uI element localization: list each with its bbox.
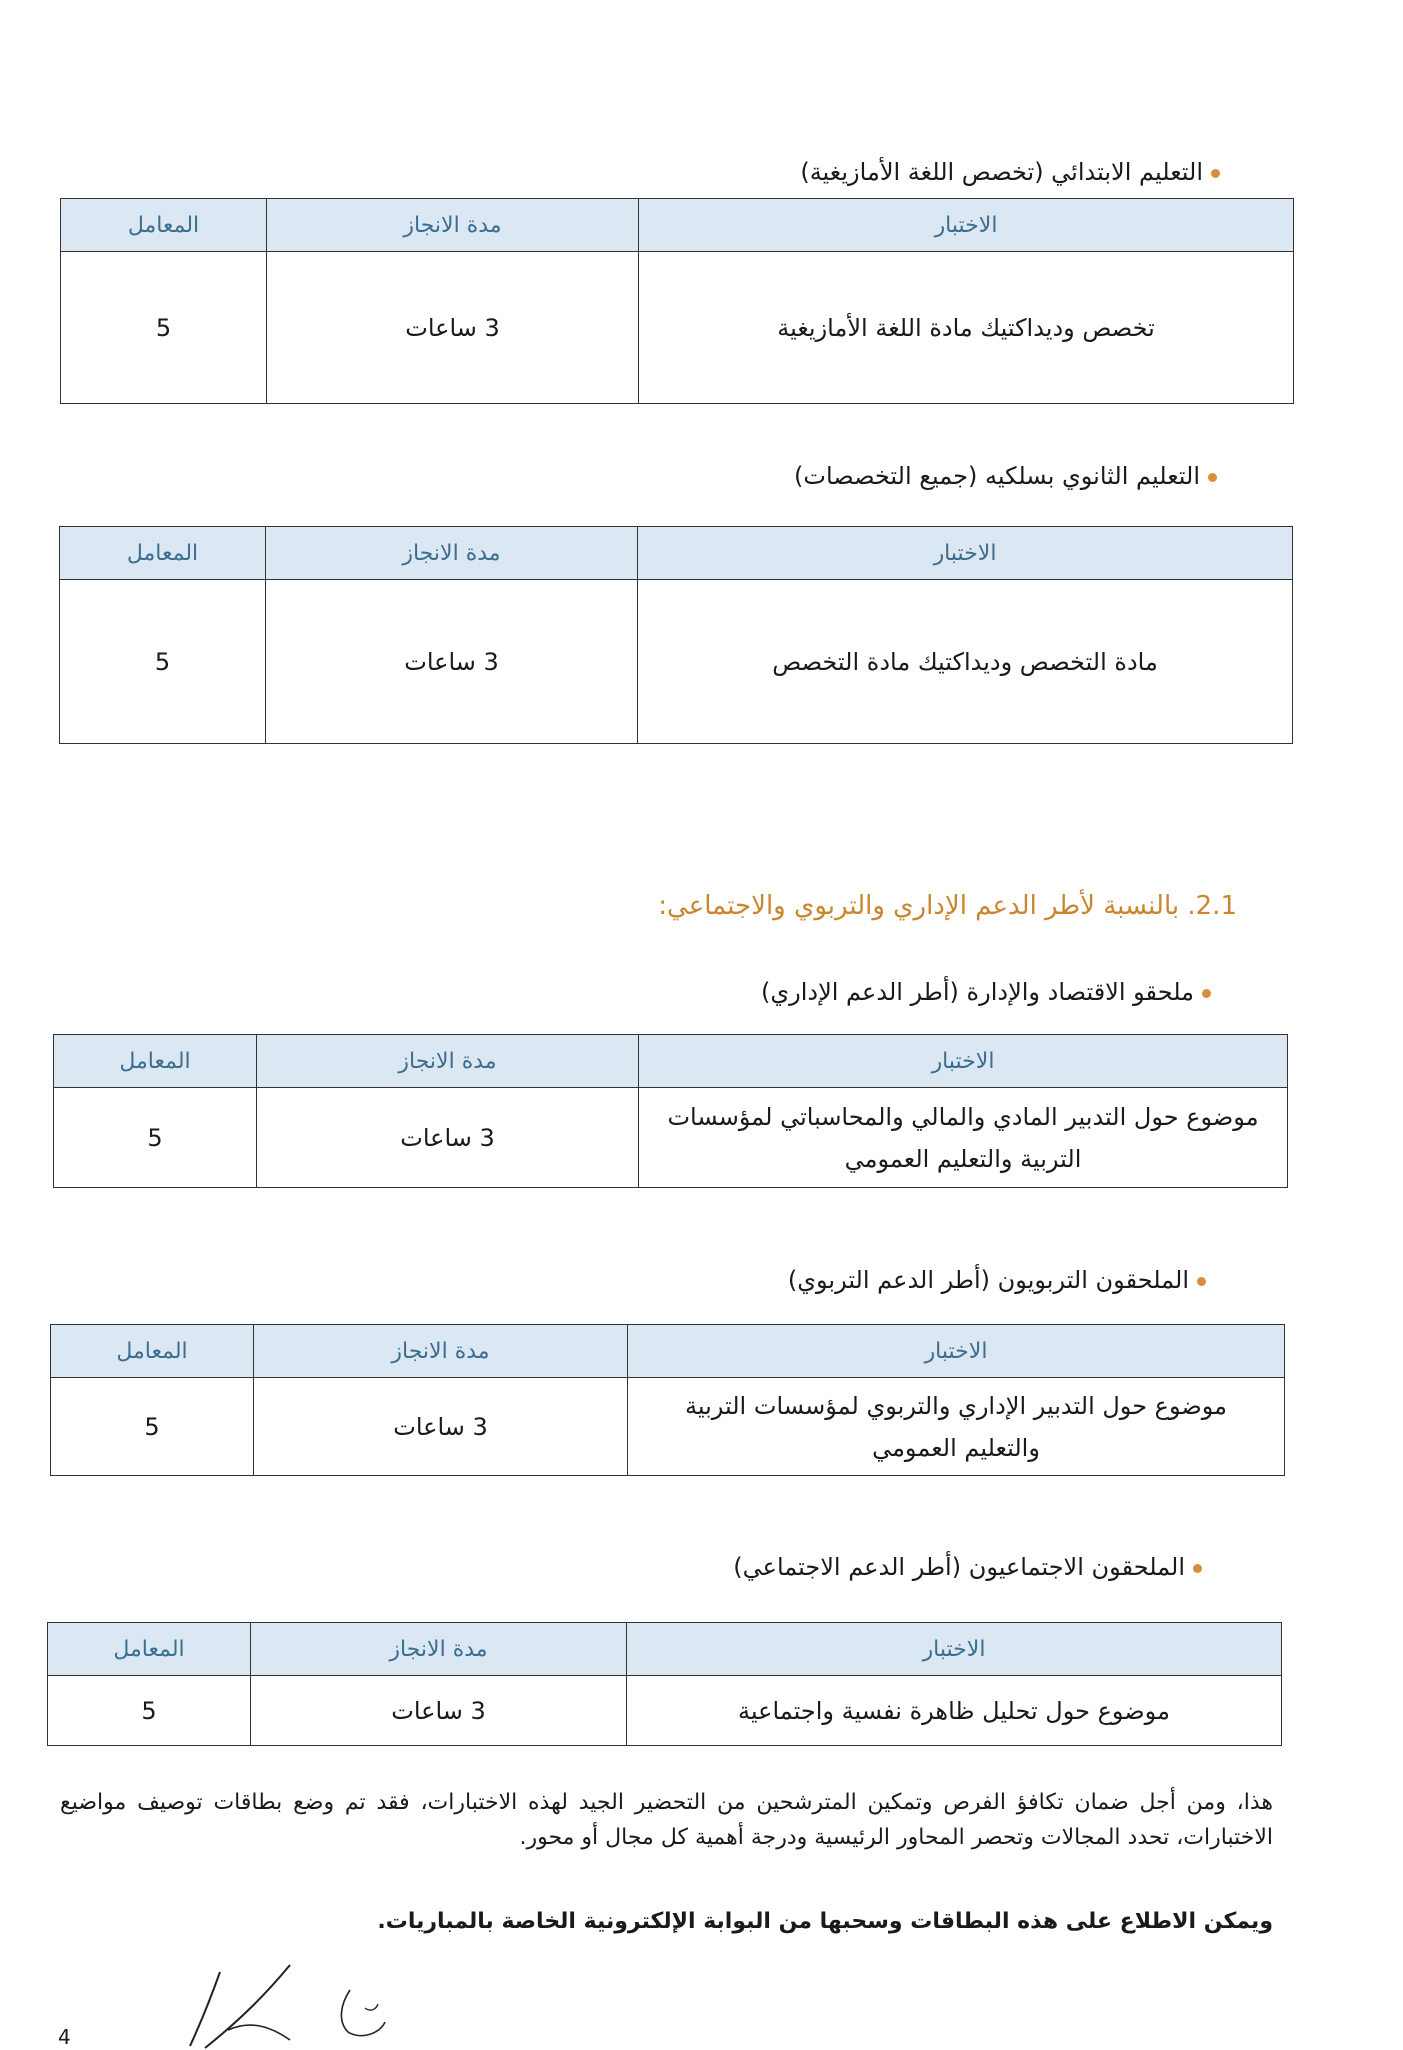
bullet-dot-icon xyxy=(1208,473,1217,482)
cell-exam: موضوع حول التدبير الإداري والتربوي لمؤسسات التربية والتعليم العمومي xyxy=(628,1378,1285,1476)
closing-paragraph: هذا، ومن أجل ضمان تكافؤ الفرص وتمكين المترشحين من التحضير الجيد لهذه الاختبارات، فقد تم وضع بطاقات توصيف مواضيع الاختبارات، تحدد المجالات وتحصر المحاور الرئيسية ودرجة أهمية كل مجال أو محور. xyxy=(60,1790,1273,1851)
group-title: الملحقون الاجتماعيون (أطر الدعم الاجتماعي) xyxy=(733,1553,1202,1581)
header-duration: مدة الانجاز xyxy=(266,527,638,580)
cell-duration: 3 ساعات xyxy=(257,1088,639,1188)
header-coefficient: المعامل xyxy=(48,1623,251,1676)
cell-coefficient: 5 xyxy=(54,1088,257,1188)
header-exam: الاختبار xyxy=(627,1623,1282,1676)
cell-exam: موضوع حول تحليل ظاهرة نفسية واجتماعية xyxy=(627,1676,1282,1746)
closing-paragraph-download: ويمكن الاطلاع على هذه البطاقات وسحبها من البوابة الإلكترونية الخاصة بالمباريات. xyxy=(377,1909,1273,1934)
group-title: التعليم الثانوي بسلكيه (جميع التخصصات) xyxy=(794,462,1217,490)
header-duration: مدة الانجاز xyxy=(251,1623,627,1676)
cell-exam: موضوع حول التدبير المادي والمالي والمحاسباتي لمؤسسات التربية والتعليم العمومي xyxy=(639,1088,1288,1188)
cell-coefficient: 5 xyxy=(60,580,266,744)
cell-duration: 3 ساعات xyxy=(266,580,638,744)
header-exam: الاختبار xyxy=(628,1325,1285,1378)
cell-coefficient: 5 xyxy=(51,1378,254,1476)
bullet-dot-icon xyxy=(1193,1564,1202,1573)
header-exam: الاختبار xyxy=(639,199,1294,252)
exam-table xyxy=(50,1324,1285,1476)
cell-duration: 3 ساعات xyxy=(254,1378,628,1476)
cell-coefficient: 5 xyxy=(48,1676,251,1746)
header-duration: مدة الانجاز xyxy=(257,1035,639,1088)
header-exam: الاختبار xyxy=(639,1035,1288,1088)
cell-duration: 3 ساعات xyxy=(267,252,639,404)
cell-duration: 3 ساعات xyxy=(251,1676,627,1746)
header-coefficient: المعامل xyxy=(54,1035,257,1088)
header-coefficient: المعامل xyxy=(61,199,267,252)
header-duration: مدة الانجاز xyxy=(254,1325,628,1378)
header-coefficient: المعامل xyxy=(60,527,266,580)
bullet-dot-icon xyxy=(1211,169,1220,178)
exam-table xyxy=(60,198,1294,404)
exam-table xyxy=(53,1034,1288,1188)
group-title: التعليم الابتدائي (تخصص اللغة الأمازيغية) xyxy=(800,158,1220,186)
exam-table xyxy=(47,1622,1282,1746)
page-number: 4 xyxy=(58,2025,71,2049)
header-exam: الاختبار xyxy=(638,527,1293,580)
exam-table xyxy=(59,526,1293,744)
cell-coefficient: 5 xyxy=(61,252,267,404)
section-heading: 2.1. بالنسبة لأطر الدعم الإداري والتربوي والاجتماعي: xyxy=(658,891,1237,921)
signature-icon xyxy=(180,1960,410,2050)
group-title: ملحقو الاقتصاد والإدارة (أطر الدعم الإداري) xyxy=(761,978,1211,1006)
group-title: الملحقون التربويون (أطر الدعم التربوي) xyxy=(788,1266,1206,1294)
cell-exam: مادة التخصص وديداكتيك مادة التخصص xyxy=(638,580,1293,744)
header-coefficient: المعامل xyxy=(51,1325,254,1378)
bullet-dot-icon xyxy=(1202,989,1211,998)
cell-exam: تخصص وديداكتيك مادة اللغة الأمازيغية xyxy=(639,252,1294,404)
header-duration: مدة الانجاز xyxy=(267,199,639,252)
bullet-dot-icon xyxy=(1197,1277,1206,1286)
